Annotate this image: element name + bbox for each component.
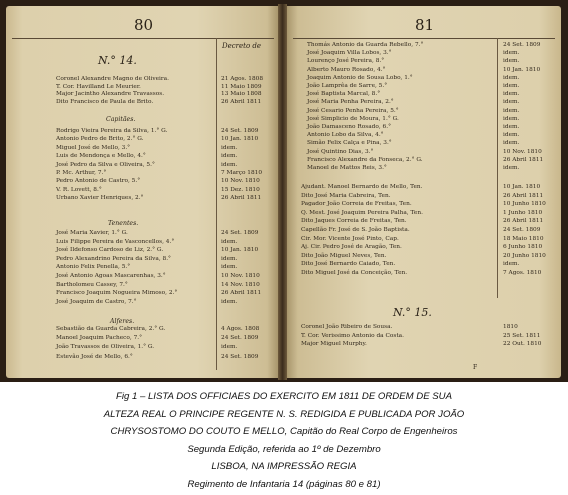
decree-date: 1810 <box>503 324 518 330</box>
officer-name: T. Cor. Verissimo Antonio da Costa. <box>301 332 404 339</box>
decree-date: 7 Março 1810 <box>221 170 263 176</box>
decree-date: 24 Set. 1809 <box>221 128 259 134</box>
officer-name: Dito João Miguel Neves, Ten. <box>301 252 387 259</box>
section-title: Tenentes. <box>108 220 139 227</box>
officer-name: V. R. Lovett, 8.° <box>56 186 102 193</box>
decree-date: 10 Nov. 1810 <box>221 273 260 279</box>
decree-date: idem. <box>503 124 520 130</box>
officer-name: T. Cor. Havilland Le Meurier. <box>56 83 141 90</box>
decree-date: idem. <box>221 255 238 262</box>
officer-name: José Maria Xavier, 1.° G. <box>56 230 128 236</box>
officer-name: Antonio Pedro de Brito, 2.° G. <box>56 136 144 143</box>
figure-caption <box>0 388 568 493</box>
officer-name: José Simplicio de Moura, 1.° G. <box>307 115 399 122</box>
page-number: 80 <box>134 16 154 34</box>
decree-date: idem. <box>503 132 520 139</box>
officer-name: Thomás Antonio da Guarda Rebello, 7.° <box>307 42 424 48</box>
officer-name: Francisco Joaquim Nogueira Mimoso, 2.° <box>56 290 178 297</box>
decree-date: 24 Set. 1809 <box>503 227 541 233</box>
officer-name: José Quintino Dias, 3.° <box>307 148 374 155</box>
officer-name: Urbano Xavier Henriques, 2.° <box>56 195 144 202</box>
decree-date: idem. <box>503 165 520 171</box>
decree-date: idem. <box>221 153 238 160</box>
left-page <box>6 6 278 378</box>
decree-date: 22 Out. 1810 <box>503 341 542 348</box>
officer-name: Dito Jaques Correia de Freitas, Ten. <box>301 218 407 225</box>
officer-name: Major Jacintho Alexandre Travassos. <box>56 91 165 98</box>
decree-date: 26 Abril 1811 <box>503 156 544 163</box>
decree-date: idem. <box>503 140 520 147</box>
date-header: Decreto de <box>222 42 262 50</box>
officer-name: Pedro Antonio de Castro, 5.° <box>56 178 141 185</box>
officer-name: Rodrigo Vieira Pereira da Silva, 1.° G. <box>56 128 168 134</box>
decree-date: 7 Agos. 1810 <box>503 270 542 276</box>
officer-name: Antonio Lobo da Silva, 4.° <box>307 132 384 139</box>
officer-name: João Lamprêa de Sarre, 5.° <box>307 83 388 89</box>
decree-date: idem. <box>503 83 520 89</box>
header-rule <box>293 38 555 39</box>
decree-date: idem. <box>221 264 238 271</box>
decree-date: 26 Abril 1811 <box>503 192 544 199</box>
decree-date: 24 Set. 1809 <box>503 42 541 48</box>
decree-date: 24 Set. 1809 <box>221 353 259 360</box>
officer-name: Ajudant. Manoel Bernardo de Mello, Ten. <box>301 184 423 190</box>
decree-date: 14 Nov. 1810 <box>221 281 260 288</box>
officer-name: José Ildefonso Cardoso de Liz, 2.° G. <box>56 247 164 254</box>
officer-name: João Damasceno Rosado, 6.° <box>307 124 391 130</box>
caption-line: Fig 1 – LISTA DOS OFFICIAES DO EXERCITO EM 1811 DE ORDEM DE SUA <box>115 391 453 402</box>
officer-name: Alberto Mauro Rosado, 4.° <box>307 66 386 73</box>
caption-line: Regimento de Infantaria 14 (páginas 80 e 81) <box>187 478 381 490</box>
officer-name: Dito José Maria Cabreira, Ten. <box>301 192 391 199</box>
officer-name: Dito Miguel José da Conceição, Ten. <box>301 270 408 276</box>
decree-date: idem. <box>503 107 520 114</box>
book-gutter <box>278 4 287 380</box>
decree-date: 11 Maio 1809 <box>221 83 262 90</box>
decree-date: idem. <box>221 144 238 151</box>
decree-date: 4 Agos. 1808 <box>221 326 260 332</box>
officer-name: Aj. Cir. Pedro José de Aragão, Ten. <box>301 244 402 251</box>
caption-line: Segunda Edição, referida ao 1º de Dezembro <box>187 443 381 455</box>
decree-date: 10 Jan. 1810 <box>503 184 541 190</box>
officer-name: Lourenço José Pereira, 8.° <box>307 58 385 65</box>
officer-name: José Maria Penha Pereira, 2.° <box>307 99 394 106</box>
decree-date: 1 Junho 1810 <box>503 209 543 216</box>
officer-name: Luis de Mendonça e Mello, 4.° <box>56 153 146 160</box>
decree-date: idem. <box>221 344 238 351</box>
decree-date: 20 Junho 1810 <box>503 252 546 259</box>
officer-name: Pedro Alexandrino Pereira da Silva, 8.° <box>56 255 171 262</box>
decree-date: idem. <box>503 58 520 65</box>
decree-date: idem. <box>503 115 520 122</box>
decree-date: idem. <box>503 74 520 81</box>
officer-name: Coronel João Ribeiro de Sousa. <box>301 324 393 330</box>
regiment-number-title: N.° 14. <box>98 54 137 67</box>
date-column-rule <box>216 38 217 370</box>
decree-date: idem. <box>503 261 520 268</box>
decree-date: 6 Junho 1810 <box>503 244 543 251</box>
officer-name: Francisco Alexandre da Fonseca, 2.° G. <box>307 156 423 163</box>
decree-date: 26 Abril 1811 <box>221 195 262 202</box>
decree-date: 18 Maio 1810 <box>503 235 544 242</box>
decree-date: 26 Abril 1811 <box>221 290 262 297</box>
decree-date: 10 Junho 1810 <box>503 201 546 208</box>
decree-date: idem. <box>221 238 238 245</box>
officer-name: Luis Filippe Pereira de Vasconcellos, 4.° <box>56 238 175 245</box>
regiment-number-title: N.° 15. <box>393 306 432 319</box>
officer-name: Bartholomeu Cassey, 7.° <box>56 281 128 288</box>
officer-name: Dito José Bernardo Caiado, Ten. <box>301 261 396 268</box>
decree-date: 10 Nov. 1810 <box>503 148 542 155</box>
decree-date: 26 Abril 1811 <box>221 98 262 105</box>
officer-name: Capellão Fr. José de S. João Baptista. <box>301 227 410 233</box>
page-number: 81 <box>415 16 435 34</box>
officer-name: Manoel de Mattos Reis, 3.° <box>307 165 387 171</box>
officer-name: Dito Francisco de Paula de Brito. <box>56 98 154 105</box>
decree-date: 10 Jan. 1810 <box>503 66 541 73</box>
section-title: Alferes. <box>110 318 135 325</box>
officer-name: Cir. Mor. Vicente José Pinto, Cap. <box>301 235 399 242</box>
caption-line: CHRYSOSTOMO DO COUTO E MELLO, Capitão do Real Corpo de Engenheiros <box>110 426 458 437</box>
date-column-rule <box>497 38 498 298</box>
header-rule <box>12 38 274 39</box>
officer-name: Q. Mest. José Joaquim Pereira Palha, Ten. <box>301 209 423 216</box>
decree-date: idem. <box>221 298 238 305</box>
decree-date: 25 Set. 1811 <box>503 332 541 339</box>
decree-date: 10 Nov. 1810 <box>221 178 260 185</box>
decree-date: 10 Jan. 1810 <box>221 136 259 143</box>
officer-name: Joaquim Antonio de Sousa Lobo, 1.° <box>307 74 413 81</box>
officer-name: José Joaquim de Castro, 7.° <box>56 298 137 305</box>
officer-name: Manoel Joaquim Pacheco, 7.° <box>56 335 143 342</box>
officer-name: José Pedro da Silva e Oliveira, 5.° <box>56 161 155 168</box>
caption-line: ALTEZA REAL O PRINCIPE REGENTE N. S. REDIGIDA E PUBLICADA POR JOÃO <box>103 408 465 420</box>
decree-date: 21 Agos. 1808 <box>221 76 264 82</box>
officer-name: Pagador João Correia de Freitas, Ten. <box>301 201 412 208</box>
officer-name: Sebastião da Guarda Cabreira, 2.° G. <box>56 326 166 332</box>
officer-name: João Travassos de Oliveira, 1.° G. <box>56 344 155 351</box>
decree-date: idem. <box>503 91 520 98</box>
officer-name: José Cesario Penha Pereira, 5.° <box>307 107 399 114</box>
decree-date: 24 Set. 1809 <box>221 230 259 236</box>
signature-mark: F <box>473 364 478 371</box>
caption-line: LISBOA, NA IMPRESSÃO REGIA <box>211 461 357 472</box>
officer-name: P. Mc. Arthur, 7.° <box>56 170 107 176</box>
section-title: Capitães. <box>106 116 136 123</box>
officer-name: José Antonio Agoas Mascarenhas, 3.° <box>56 273 166 279</box>
officer-name: José Joaquim Villa Lobos, 3.° <box>307 50 392 57</box>
officer-name: Estevão José de Mello, 6.° <box>56 353 133 360</box>
decree-date: 26 Abril 1811 <box>503 218 544 225</box>
officer-name: Simão Felix Calça e Pina, 3.° <box>307 140 392 147</box>
decree-date: 13 Maio 1808 <box>221 91 262 98</box>
decree-date: 15 Dez. 1810 <box>221 186 260 193</box>
decree-date: 10 Jan. 1810 <box>221 247 259 254</box>
officer-name: Antonio Felix Penella, 5.° <box>56 264 131 271</box>
officer-name: Miguel José de Mello, 3.° <box>56 144 131 151</box>
decree-date: idem. <box>221 161 238 168</box>
decree-date: idem. <box>503 50 520 57</box>
officer-name: José Baptista Marcal, 8.° <box>307 91 381 98</box>
officer-name: Coronel Alexandre Magno de Oliveira. <box>56 76 169 82</box>
decree-date: 24 Set. 1809 <box>221 335 259 342</box>
decree-date: idem. <box>503 99 520 106</box>
officer-name: Major Miguel Murphy. <box>301 341 367 348</box>
right-page <box>287 6 561 378</box>
